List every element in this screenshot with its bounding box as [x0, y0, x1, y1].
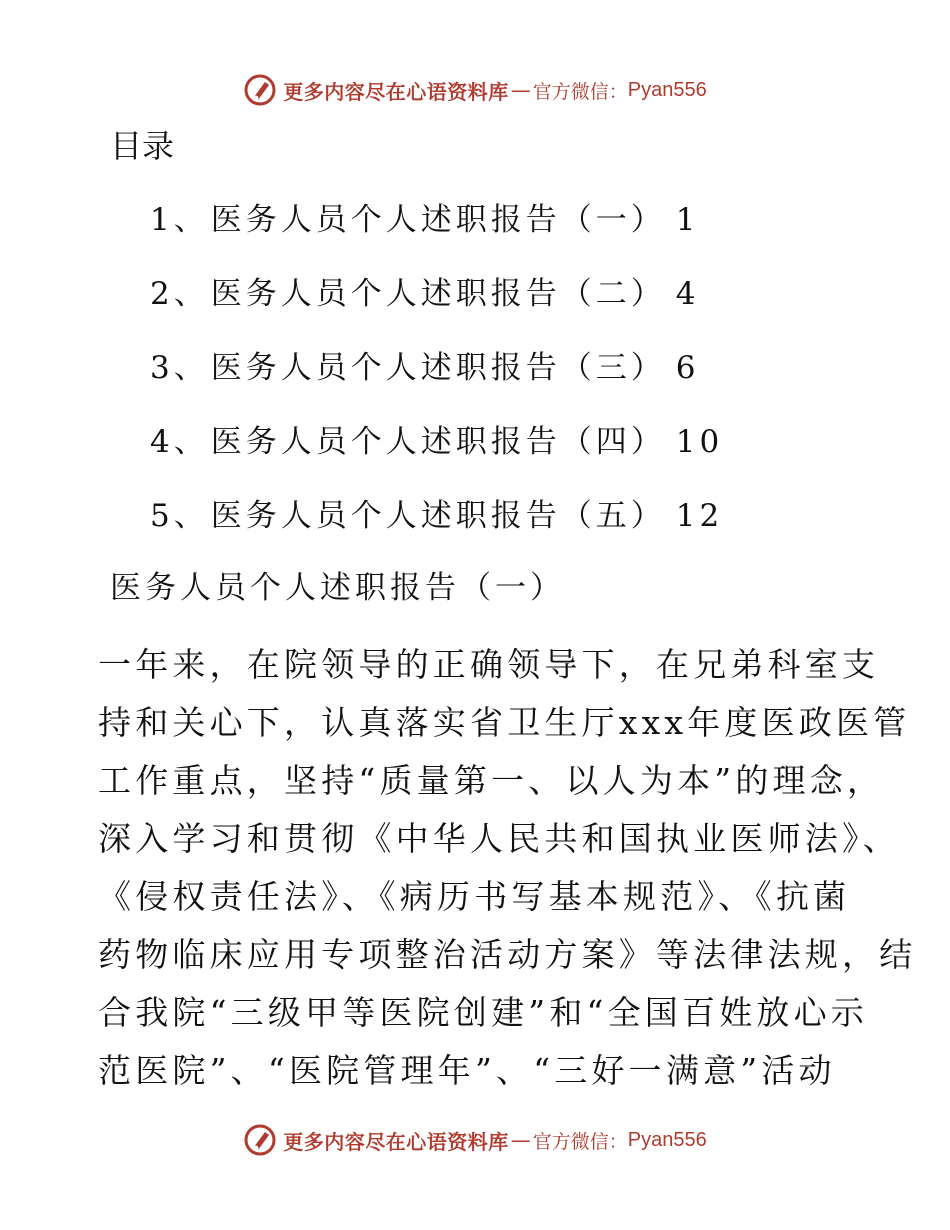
toc-item-number: 2、	[150, 276, 209, 312]
body-line: 《侵权责任法》、《病历书写基本规范》、《抗菌	[98, 877, 851, 916]
body-line: 深入学习和贯彻《中华人民共和国执业医师法》、	[98, 819, 900, 858]
body-paragraph	[98, 636, 917, 1100]
body-line: 一年来，在院领导的正确领导下，在兄弟科室支	[98, 645, 880, 684]
header-banner	[0, 68, 950, 112]
footer-banner	[0, 1118, 950, 1162]
pen-nib-logo-icon	[243, 1123, 277, 1157]
banner-text: 更多内容尽在心语资料库	[283, 1129, 509, 1154]
toc-item-page: 6	[675, 350, 700, 386]
banner-wechat-label: 官方微信：	[532, 80, 628, 103]
banner-wechat-id: Pyan556	[627, 1128, 707, 1151]
banner-separator: —	[510, 1128, 531, 1152]
toc-item[interactable]	[150, 412, 723, 486]
toc-item-number: 4、	[150, 424, 209, 460]
section-heading: 医务人员个人述职报告（一）	[110, 570, 565, 606]
toc-item-title: 医务人员个人述职报告（一）	[210, 202, 666, 238]
toc-item-title: 医务人员个人述职报告（二）	[210, 276, 666, 312]
banner-text: 更多内容尽在心语资料库	[283, 79, 509, 104]
body-line: 范医院”、“医院管理年”、“三好一满意”活动	[98, 1051, 836, 1090]
toc-item-number: 5、	[150, 498, 209, 534]
toc-item-page: 12	[675, 498, 724, 534]
body-line: 药物临床应用专项整治活动方案》等法律法规，结	[98, 935, 917, 974]
toc-item-title: 医务人员个人述职报告（三）	[210, 350, 666, 386]
toc-item[interactable]	[150, 190, 723, 264]
toc-list	[150, 190, 723, 560]
pen-nib-logo-icon	[243, 73, 277, 107]
toc-item[interactable]	[150, 264, 723, 338]
banner-separator: —	[510, 78, 531, 102]
toc-item[interactable]	[150, 338, 723, 412]
toc-item-page: 1	[675, 202, 700, 238]
toc-item-page: 4	[675, 276, 700, 312]
body-line: 合我院“三级甲等医院创建”和“全国百姓放心示	[98, 993, 869, 1032]
toc-item-page: 10	[675, 424, 724, 460]
toc-item-number: 1、	[150, 202, 209, 238]
banner-wechat-label: 官方微信：	[532, 1130, 628, 1153]
toc-title: 目录	[110, 127, 175, 165]
banner-wechat-id: Pyan556	[627, 78, 707, 101]
toc-item-title: 医务人员个人述职报告（五）	[210, 498, 666, 534]
toc-item-number: 3、	[150, 350, 209, 386]
body-line: 工作重点，坚持“质量第一、以人为本”的理念，	[98, 761, 885, 800]
toc-item[interactable]	[150, 486, 723, 560]
body-line: 持和关心下，认真落实省卫生厅xxx年度医政医管	[98, 703, 911, 742]
toc-item-title: 医务人员个人述职报告（四）	[210, 424, 666, 460]
